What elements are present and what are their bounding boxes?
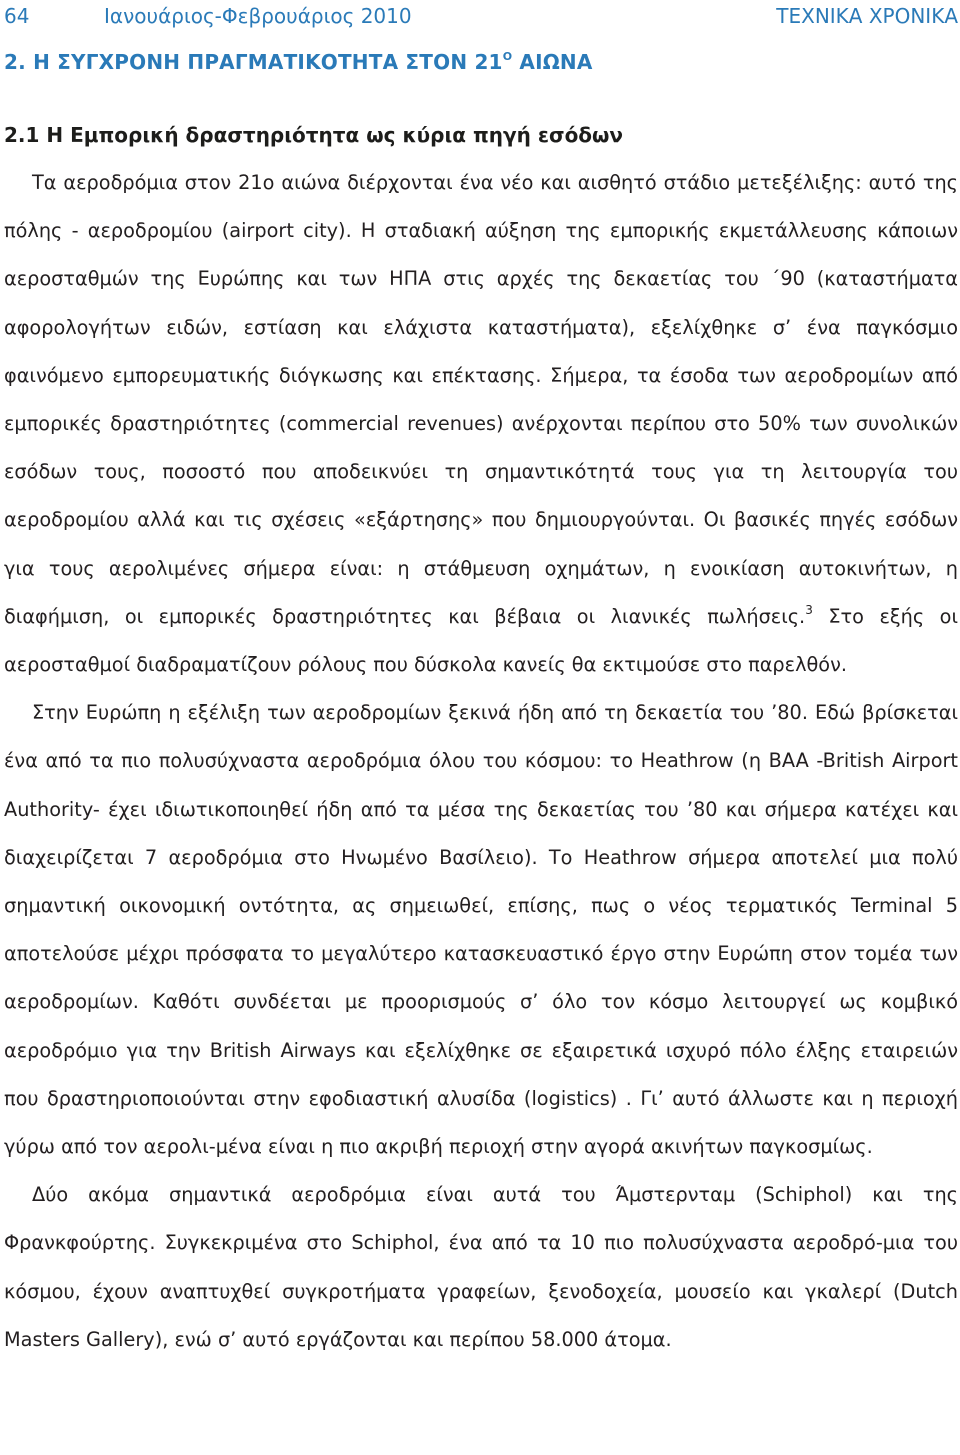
document-page (4, 0, 958, 1364)
page-number: 64 (4, 4, 30, 28)
section-title (4, 44, 958, 80)
paragraph: Δύο ακόμα σημαντικά αεροδρόμια είναι αυτά του Άμστερνταμ (Schiphol) και της Φρανκφούρτης. Συγκεκριμένα στο Schiphol, ένα από τα 10 πιο πολυσύχναστα αεροδρό-μια του κόσμου, έχουν αναπτυχθεί συγκροτήματα γραφείων, ξενοδοχεία, μουσείο και γκαλερί (Dutch Masters Gallery), ενώ σ’ αυτό εργάζονται και περίπου 58.000 άτομα. (4, 1183, 958, 1351)
section-title-superscript: Ο (502, 50, 513, 63)
section-title-end: ΑΙΩΝΑ (512, 50, 593, 74)
section-title-text: 2. Η ΣΥΓΧΡΟΝΗ ΠΡΑΓΜΑΤΙΚΟΤΗΤΑ ΣΤΟΝ 21 (4, 50, 503, 74)
paragraph: Στην Ευρώπη η εξέλιξη των αεροδρομίων ξεκινά ήδη από τη δεκαετία του ’80. Εδώ βρίσκεται ένα από τα πιο πολυσύχναστα αεροδρόμια όλου του κόσμου: το Heathrow (η BAA -British Airport Authority- έχει ιδιωτικοποιηθεί ήδη από τα μέσα της δεκαετίας του ’80 και σήμερα κατέχει και διαχειρίζεται 7 αεροδρόμια στο Ηνωμένο Βασίλειο). Το Heathrow σήμερα αποτελεί μια πολύ σημαντική οικονομική οντότητα, ας σημειωθεί, επίσης, πως ο νέος τερματικός Terminal 5 αποτελούσε μέχρι πρόσφατα το μεγαλύτερο κατασκευαστικό έργο στην Ευρώπη στον τομέα των αεροδρομίων. Καθότι συνδέεται με προορισμούς σ’ όλο τον κόσμο λειτουργεί ως κομβικό αεροδρόμιο για την British Airways και εξελίχθηκε σε εξαιρετικά ισχυρό πόλο έλξης εταιρειών που δραστηριοποιούνται στην εφοδιαστική αλυσίδα (logistics) . Γι’ αυτό άλλωστε και η περιοχή γύρω από τον αερολι-μένα είναι η πιο ακριβή περιοχή στην αγορά ακινήτων παγκοσμίως. (4, 701, 958, 1159)
issue-date: Ιανουάριος-Φεβρουάριος 2010 (104, 4, 412, 28)
body-text (4, 159, 958, 1364)
subsection-title: 2.1 Η Εμπορική δραστηριότητα ως κύρια πηγή εσόδων (4, 123, 624, 147)
paragraph-text: Τα αεροδρόμια στον 21ο αιώνα διέρχονται ένα νέο και αισθητό στάδιο μετεξέλιξης: αυτό της πόλης - αεροδρομίου (airport city). Η σταδιακή αύξηση της εμπορικής εκμετάλλευσης κάποιων αεροσταθμών της Ευρώπης και των ΗΠΑ στις αρχές της δεκαετίας του ΄90 (καταστήματα αφορολογήτων ειδών, εστίαση και ελάχιστα καταστήματα), εξελίχθηκε σ’ ένα παγκόσμιο φαινόμενο εμπορευματικής διόγκωσης και επέκτασης. Σήμερα, τα έσοδα των αεροδρομίων από εμπορικές δραστηριότητες (commercial revenues) ανέρχονται περίπου στο 50% των συνολικών εσόδων τους, ποσοστό που αποδεικνύει τη σημαντικότητά τους για τη λειτουργία του αεροδρομίου αλλά και τις σχέσεις «εξάρτησης» που δημιουργούνται. Οι βασικές πηγές εσόδων για τους αερολιμένες σήμερα είναι: η στάθμευση οχημάτων, η ενοικίαση αυτοκινήτων, η διαφήμιση, οι εμπορικές δραστηριότητες και βέβαια οι λιανικές πωλήσεις. (4, 171, 958, 628)
footnote-marker: 3 (805, 602, 813, 617)
journal-name: ΤΕΧΝΙΚΑ ΧΡΟΝΙΚΑ (776, 4, 958, 28)
paragraph-text: Στο εξής οι αεροσταθμοί διαδραματίζουν ρόλους που δύσκολα κανείς θα εκτιμούσε στο παρελθόν. (4, 604, 958, 677)
page-header (4, 0, 958, 32)
paragraph (4, 159, 958, 689)
